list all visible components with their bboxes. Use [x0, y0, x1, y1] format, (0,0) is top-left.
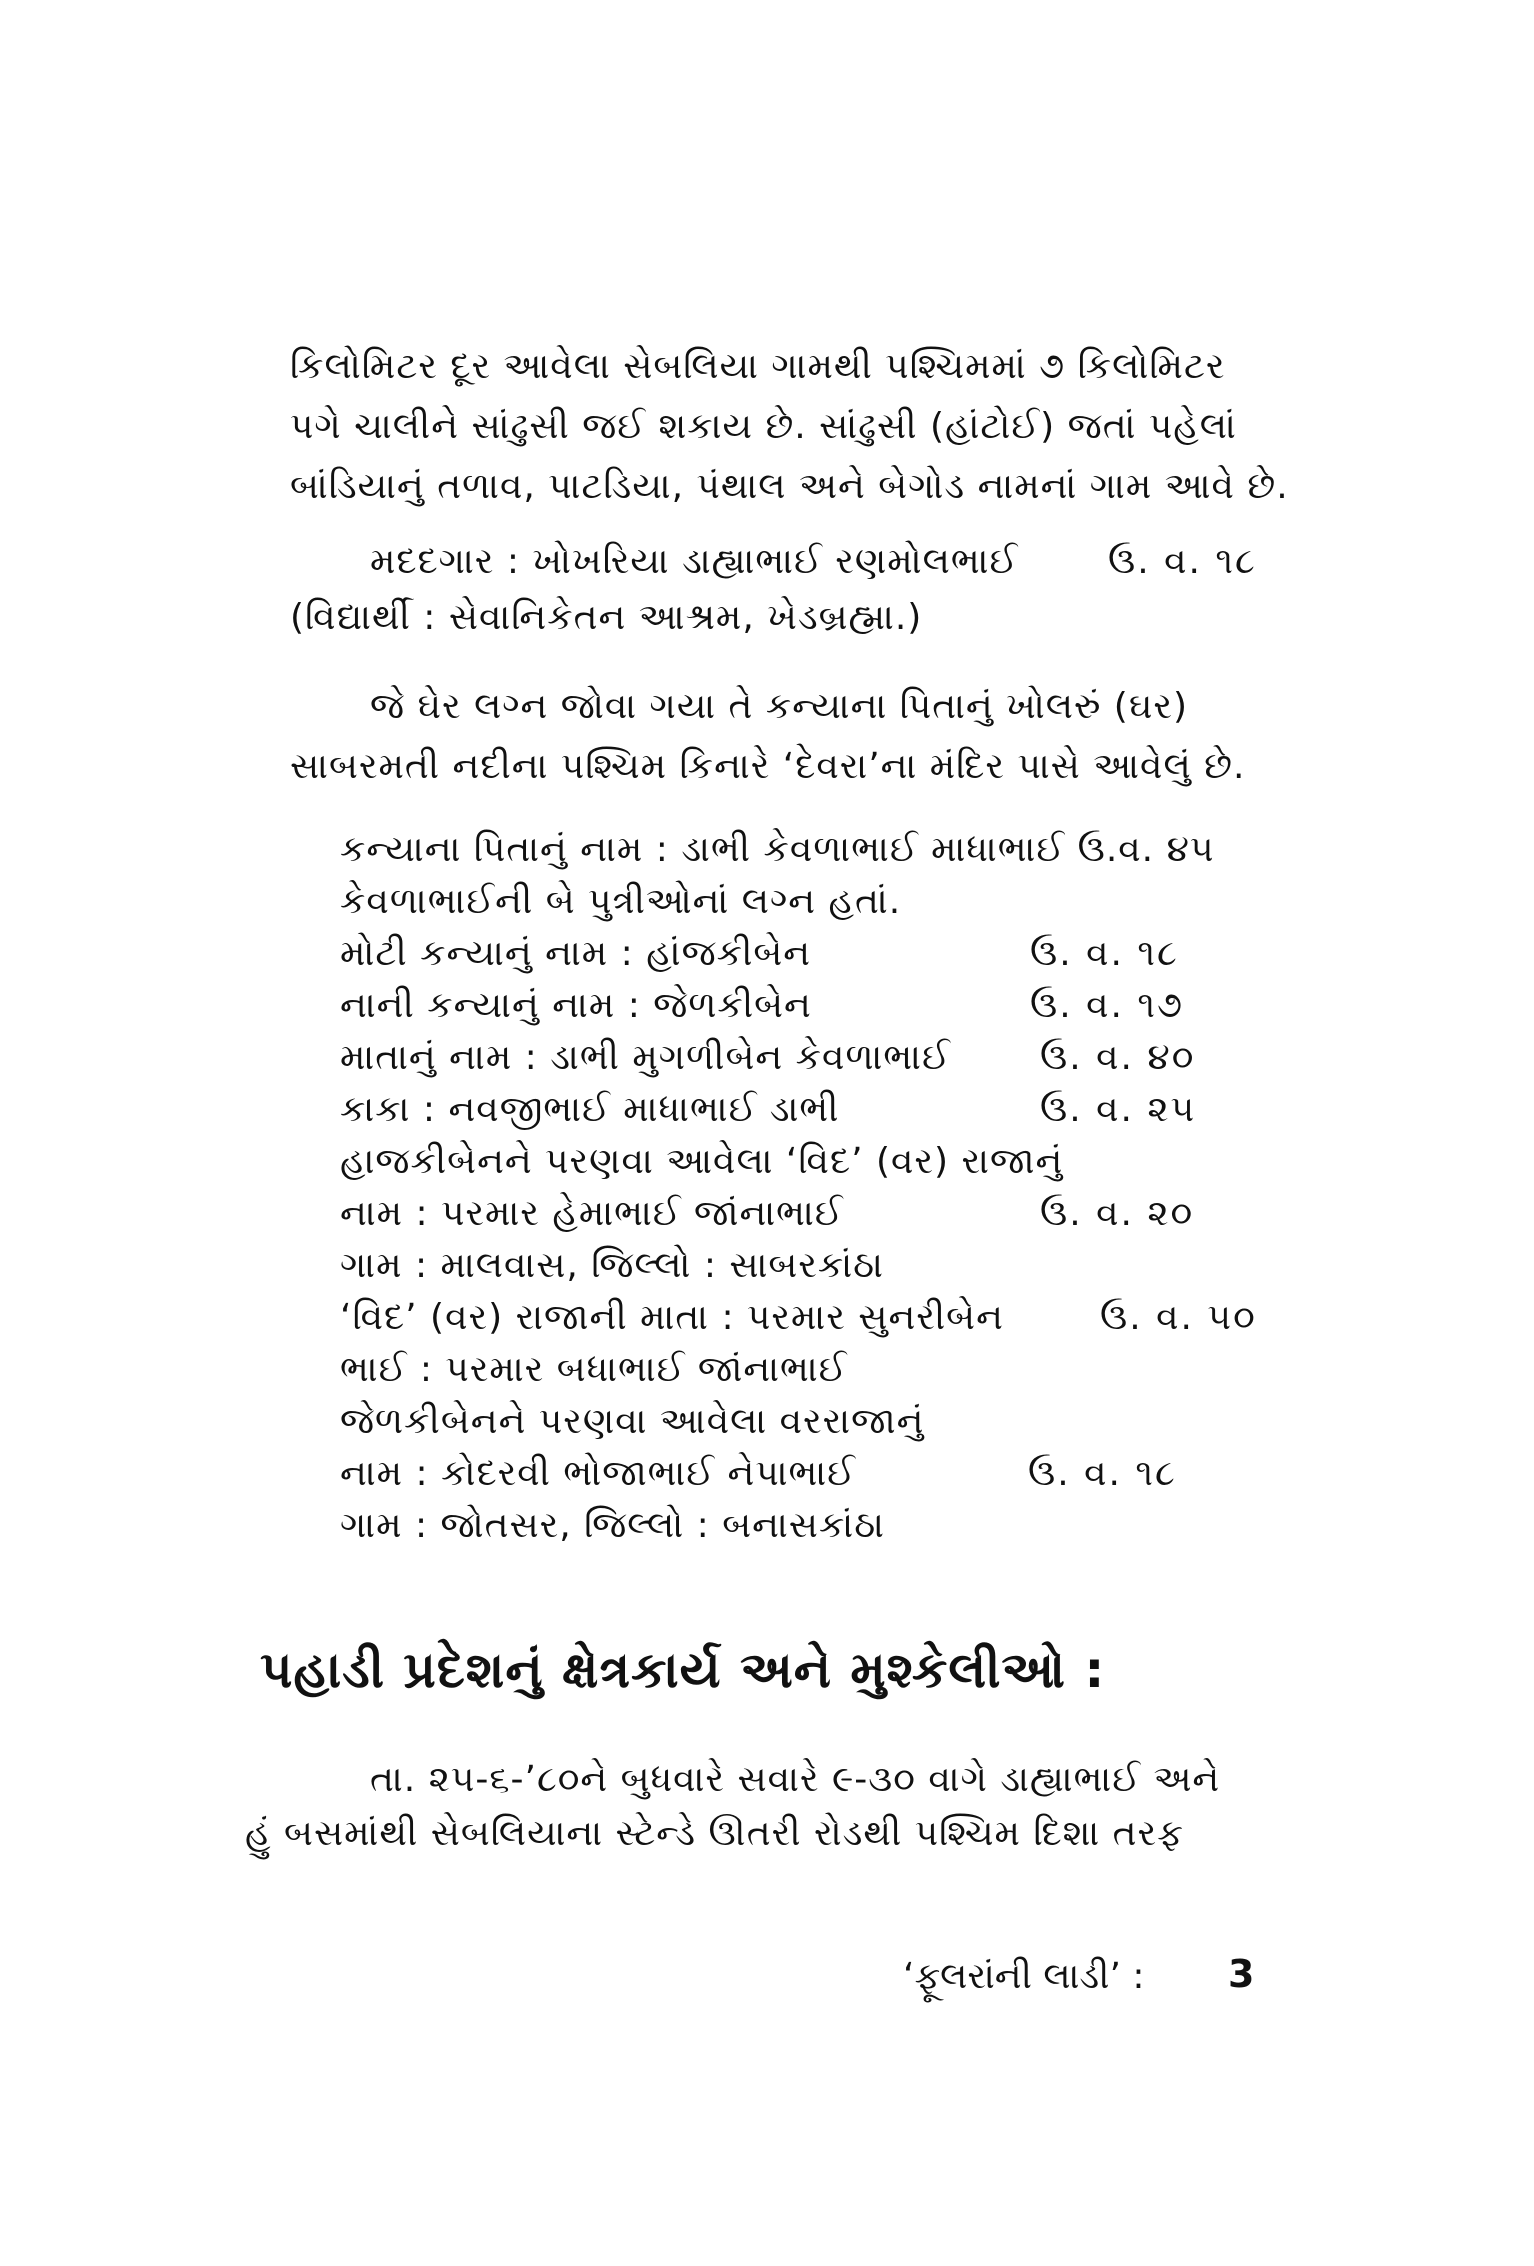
- detail-line: ગામ : જોતસર, જિલ્લો : બનાસકાંઠા: [340, 1505, 885, 1546]
- detail-line: ‘વિદ’ (વર) રાજાની માતા : પરમાર સુનરીબેન: [340, 1297, 1004, 1338]
- paragraph-1-line-2: પગે ચાલીને સાંઢુસી જઈ શકાય છે. સાંઢુસી (હાંટોઈ) જતાં પહેલાં: [290, 406, 1237, 447]
- detail-line: ભાઈ : પરમાર બધાભાઈ જાંનાભાઈ: [340, 1349, 848, 1390]
- detail-line: મોટી કન્યાનું નામ : હાંજકીબેન: [340, 933, 812, 974]
- paragraph-3-line-2: હું બસમાંથી સેબલિયાના સ્ટેન્ડે ઊતરી રોડથી પશ્ચિમ દિશા તરફ: [245, 1813, 1184, 1854]
- helper-age: ઉ. વ. ૧૮: [1108, 541, 1257, 582]
- paragraph-2-line-1: જે ઘેર લગ્ન જોવા ગયા તે કન્યાના પિતાનું ખોલરું (ઘર): [370, 686, 1189, 727]
- detail-age: ઉ. વ. ૨૫: [1040, 1089, 1197, 1130]
- page-number: 3: [1228, 1952, 1255, 1996]
- detail-line: ગામ : માલવાસ, જિલ્લો : સાબરકાંઠા: [340, 1245, 884, 1286]
- detail-age: ઉ. વ. ૧૭: [1030, 985, 1185, 1026]
- helper-student-line: (વિદ્યાર્થી : સેવાનિકેતન આશ્રમ, ખેડબ્રહ્મા.): [290, 597, 923, 638]
- detail-line: કાકા : નવજીભાઈ માધાભાઈ ડાભી: [340, 1089, 840, 1130]
- detail-line: કન્યાના પિતાનું નામ : ડાભી કેવળાભાઈ માધાભાઈ ઉ.વ. ૪૫: [340, 829, 1215, 870]
- detail-age: ઉ. વ. ૪૦: [1040, 1037, 1196, 1078]
- running-footer-title: ‘ફૂલરાંની લાડી’ :: [903, 1956, 1145, 1997]
- detail-age: ઉ. વ. ૧૮: [1030, 933, 1179, 974]
- paragraph-1-line-3: બાંડિયાનું તળાવ, પાટડિયા, પંથાલ અને બેગોડ નામનાં ગામ આવે છે.: [290, 466, 1289, 507]
- paragraph-1-line-1: કિલોમિટર દૂર આવેલા સેબલિયા ગામથી પશ્ચિમમાં ૭ કિલોમિટર: [290, 346, 1226, 387]
- detail-line: જેળકીબેનને પરણવા આવેલા વરરાજાનું: [340, 1401, 925, 1442]
- detail-line: માતાનું નામ : ડાભી મુગળીબેન કેવળાભાઈ: [340, 1037, 951, 1078]
- detail-line: નાની કન્યાનું નામ : જેળકીબેન: [340, 985, 812, 1026]
- detail-age: ઉ. વ. ૧૮: [1028, 1453, 1177, 1494]
- detail-line: નામ : કોદરવી ભોજાભાઈ નેપાભાઈ: [340, 1453, 856, 1494]
- detail-line: હાજકીબેનને પરણવા આવેલા ‘વિદ’ (વર) રાજાનું: [340, 1141, 1064, 1182]
- detail-line: કેવળાભાઈની બે પુત્રીઓનાં લગ્ન હતાં.: [340, 881, 902, 922]
- detail-line: નામ : પરમાર હેમાભાઈ જાંનાભાઈ: [340, 1193, 844, 1234]
- helper-line: મદદગાર : ખોખરિયા ડાહ્યાભાઈ રણમોલભાઈ: [370, 541, 1019, 582]
- paragraph-3-line-1: તા. ૨૫-૬-’૮૦ને બુધવારે સવારે ૯-૩૦ વાગે ડાહ્યાભાઈ અને: [370, 1759, 1221, 1800]
- paragraph-2-line-2: સાબરમતી નદીના પશ્ચિમ કિનારે ‘દેવરા’ના મંદિર પાસે આવેલું છે.: [290, 746, 1246, 787]
- detail-age: ઉ. વ. ૨૦: [1040, 1193, 1195, 1234]
- detail-age: ઉ. વ. ૫૦: [1100, 1297, 1257, 1338]
- section-heading: પહાડી પ્રદેશનું ક્ષેત્રકાર્ય અને મુશ્કેલીઓ :: [260, 1641, 1106, 1699]
